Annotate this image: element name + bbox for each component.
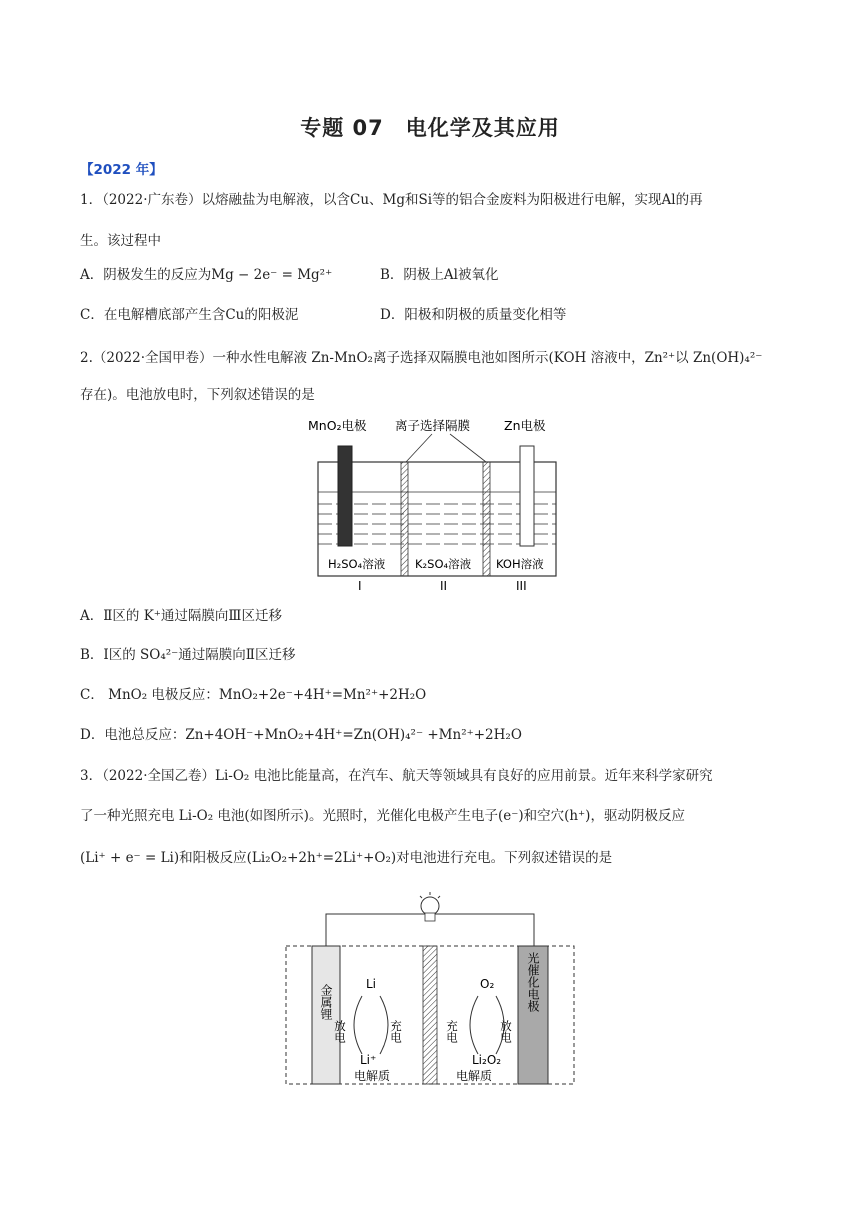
q1-option-a: A．阴极发生的反应为Mg − 2e⁻ = Mg²⁺ [80, 267, 333, 283]
region-2-label: II [440, 579, 448, 593]
solution-k2so4: K₂SO₄溶液 [415, 557, 472, 571]
q1-option-c: C．在电解槽底部产生含Cu的阳极泥 [80, 307, 299, 323]
right-charge-label: 充电 [445, 1020, 459, 1043]
left-electrode-label: 金属锂 [319, 984, 333, 1020]
q2-battery-figure [300, 412, 570, 594]
left-electrolyte-label: 电解质 [354, 1069, 391, 1083]
li-label: Li [366, 977, 377, 991]
li2o2-label: Li₂O₂ [472, 1053, 502, 1067]
left-discharge-label: 放电 [333, 1020, 347, 1043]
right-electrode-label: 光催化电极 [526, 952, 540, 1012]
separator [423, 946, 437, 1084]
li-ion-label: Li⁺ [360, 1053, 377, 1067]
solution-h2so4: H₂SO₄溶液 [328, 557, 386, 571]
membrane-left [401, 462, 408, 576]
zn-electrode [520, 446, 534, 546]
mno2-electrode [338, 446, 352, 546]
right-electrolyte-label: 电解质 [456, 1069, 493, 1083]
o2-label: O₂ [480, 977, 495, 991]
q1-stem-cont: 生。该过程中 [80, 233, 161, 249]
label-ion-membrane: 离子选择隔膜 [395, 418, 471, 433]
q3-li-o2-battery-figure [280, 890, 580, 1090]
q2-stem: 2.（2022·全国甲卷）一种水性电解液 Zn-MnO₂离子选择双隔膜电池如图所示(KOH 溶液中，Zn²⁺以 Zn(OH)₄²⁻ [80, 350, 763, 366]
q3-stem: 3．（2022·全国乙卷）Li-O₂ 电池比能量高，在汽车、航天等领域具有良好的应用前景。近年来科学家研究 [80, 768, 713, 784]
q3-stem-cont: 了一种光照充电 Li-O₂ 电池(如图所示)。光照时，光催化电极产生电子(e⁻)和空穴(h⁺)，驱动阴极反应 [80, 808, 685, 824]
q2-option-b: B．Ⅰ区的 SO₄²⁻通过隔膜向Ⅱ区迁移 [80, 647, 296, 663]
q2-stem-cont: 存在)。电池放电时，下列叙述错误的是 [80, 387, 315, 403]
region-3-label: III [516, 579, 527, 593]
region-1-label: I [358, 579, 362, 593]
label-mno2-electrode: MnO₂电极 [308, 418, 367, 433]
q3-stem-cont2: (Li⁺ + e⁻ = Li)和阳极反应(Li₂O₂+2h⁺=2Li⁺+O₂)对电池进行充电。下列叙述错误的是 [80, 850, 613, 866]
q2-option-a: A．Ⅱ区的 K⁺通过隔膜向Ⅲ区迁移 [80, 608, 282, 624]
lightbulb-icon [420, 892, 440, 921]
membrane-right [483, 462, 490, 576]
q1-option-d: D．阳极和阴极的质量变化相等 [380, 307, 567, 323]
section-label: 【2022 年】 [80, 162, 163, 178]
q2-option-c: C． MnO₂ 电极反应：MnO₂+2e⁻+4H⁺=Mn²⁺+2H₂O [80, 687, 427, 703]
q2-option-d: D．电池总反应：Zn+4OH⁻+MnO₂+4H⁺=Zn(OH)₄²⁻ +Mn²⁺+2H₂O [80, 727, 522, 743]
q1-stem: 1．（2022·广东卷）以熔融盐为电解液，以含Cu、Mg和Si等的铝合金废料为阳极进行电解，实现Al的再 [80, 192, 703, 208]
right-discharge-label: 放电 [499, 1020, 513, 1043]
page-title: 专题 07 电化学及其应用 [300, 116, 560, 140]
left-charge-label: 充电 [389, 1020, 403, 1043]
q1-option-b: B．阴极上Al被氧化 [380, 267, 499, 283]
label-zn-electrode: Zn电极 [504, 418, 546, 433]
solution-koh: KOH溶液 [496, 557, 544, 571]
